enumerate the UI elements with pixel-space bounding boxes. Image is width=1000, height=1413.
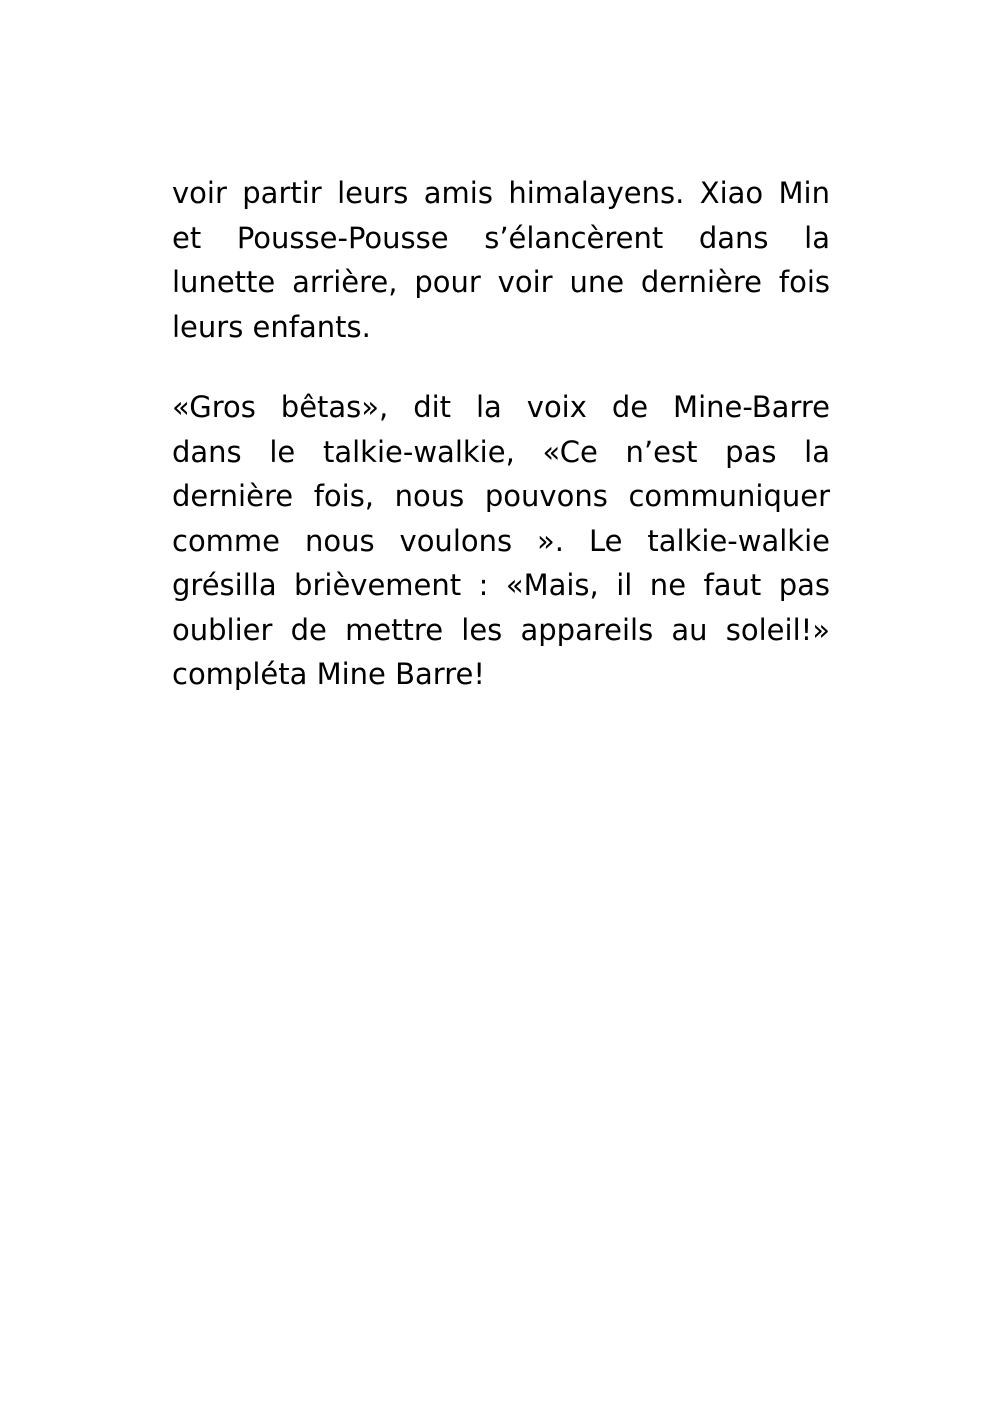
text-line: dans le talkie-walkie, «Ce n’est pas la <box>172 434 830 469</box>
text-line: grésilla brièvement : «Mais, il ne faut pas <box>172 568 830 602</box>
text-line: et Pousse-Pousse s’élancèrent dans la <box>172 220 830 255</box>
body-text <box>172 171 830 697</box>
paragraph-2 <box>172 385 830 697</box>
text-line: comme nous voulons ». Le talkie-walkie <box>172 523 830 558</box>
text-line: lunette arrière, pour voir une dernière fois <box>172 265 830 299</box>
text-line: «Gros bêtas», dit la voix de Mine-Barre <box>172 390 830 424</box>
text-line: voir partir leurs amis himalayens. Xiao Min <box>172 176 830 210</box>
text-line: compléta Mine Barre! <box>172 657 485 691</box>
text-line: leurs enfants. <box>172 309 371 344</box>
text-line: oublier de mettre les appareils au soleil!» <box>172 612 830 647</box>
text-line: dernière fois, nous pouvons communiquer <box>172 479 830 513</box>
paragraph-1 <box>172 171 830 349</box>
